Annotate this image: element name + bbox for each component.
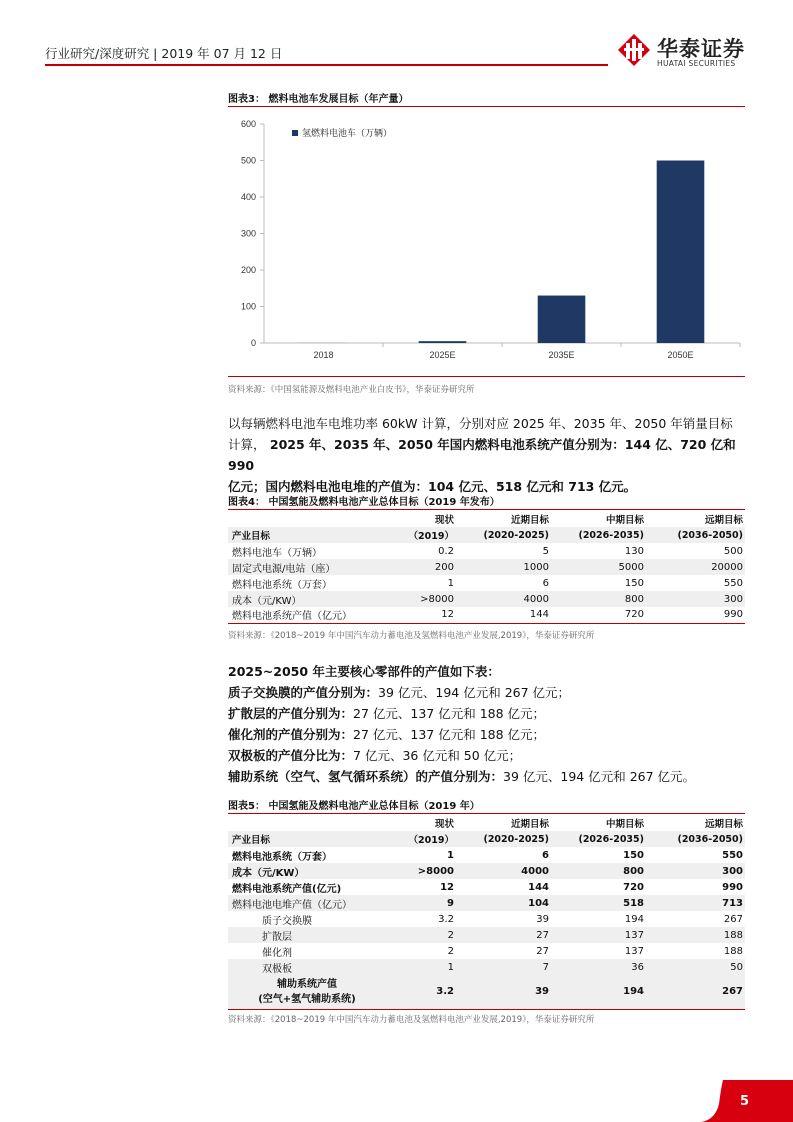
figure4-table: [228, 511, 745, 624]
paragraph-component-output: [228, 661, 748, 787]
table-header-cell: (2036-2050): [646, 831, 745, 847]
table-header-cell: 现状: [434, 515, 454, 526]
table-row: [228, 959, 745, 975]
table-header-row: [228, 527, 745, 543]
table-cell: 燃料电池系统产值（亿元）: [228, 607, 386, 623]
paragraph1-line3-bold: 亿元；国内燃料电池电堆的产值为：104 亿元、518 亿元和 713 亿元。: [228, 479, 637, 494]
table-row-auxiliary-system: [228, 975, 745, 1009]
component-output-item: [228, 703, 748, 724]
logo-chinese-name: 华泰证券: [657, 37, 745, 61]
table-cell: 7: [456, 959, 551, 975]
table-cell: 720: [623, 881, 644, 893]
table-cell: 1: [447, 577, 454, 589]
table-cell: 194: [624, 913, 644, 925]
table-cell: 990: [646, 607, 745, 623]
table-cell: 150: [623, 849, 644, 861]
table-cell: 144: [456, 607, 551, 623]
component-output-label: 双极板的产值分比为：: [228, 748, 354, 763]
table-header-cell: 产业目标: [228, 831, 386, 847]
table-row: [228, 575, 745, 591]
table-cell: 质子交换膜: [262, 915, 312, 927]
huatai-logo-icon: [617, 33, 651, 67]
y-tick-label: 400: [240, 192, 256, 202]
table-header-cell: (2020-2025): [456, 831, 551, 847]
table-header-cell: 远期目标: [704, 819, 743, 830]
table-cell: [228, 975, 386, 1009]
page-number: 5: [739, 1094, 749, 1109]
component-output-item: [228, 745, 748, 766]
table-cell: 催化剂: [262, 947, 292, 959]
table-cell: 300: [646, 591, 745, 607]
table-cell: 6: [542, 849, 549, 861]
table-header-cell: （2019）: [386, 527, 456, 543]
table-cell: 1000: [456, 559, 551, 575]
table-header-row: [228, 511, 745, 527]
table-header-cell: [228, 815, 386, 831]
table-cell: 燃料电池系统（万套）: [232, 579, 332, 591]
table-header-row: [228, 831, 745, 847]
auxiliary-label-line1: 辅助系统产值: [277, 978, 337, 990]
y-tick-label: 600: [240, 119, 256, 129]
component-output-value: 27 亿元、137 亿元和 188 亿元；: [353, 727, 546, 742]
paragraph1-line2: [228, 434, 748, 476]
table-cell: 39: [536, 913, 549, 925]
table-header-cell: (2020-2025): [456, 527, 551, 543]
component-output-value: 39 亿元、194 亿元和 267 亿元；: [378, 685, 571, 700]
y-tick-label: 500: [240, 155, 256, 166]
y-tick-label: 0: [250, 338, 256, 348]
component-output-label: 辅助系统（空气、氢气循环系统）的产值分别为：: [228, 769, 504, 784]
table-cell: 144: [528, 881, 549, 893]
component-output-label: 质子交换膜的产值分别为：: [228, 685, 379, 700]
table-cell: 9: [386, 895, 456, 911]
table-cell: 27: [536, 945, 549, 957]
table-cell: 27: [456, 927, 551, 943]
table-cell: 188: [646, 927, 745, 943]
table-header-row: [228, 815, 745, 831]
figure3-bar-chart: [228, 112, 745, 374]
table-cell: 300: [646, 863, 745, 879]
table-cell: 扩散层: [228, 927, 386, 943]
huatai-logo: [617, 33, 757, 69]
table-cell: 12: [386, 607, 456, 623]
table-cell: 燃料电池车（万辆）: [232, 547, 322, 559]
auxiliary-label-line2: (空气+氢气辅助系统): [258, 993, 356, 1005]
table-cell: 5: [542, 545, 549, 557]
table-row: [228, 879, 745, 895]
paragraph1-line1: 以每辆燃料电池车电堆功率 60kW 计算，分别对应 2025 年、2035 年、2050 年销量目标: [228, 416, 733, 431]
table-row: [228, 543, 745, 559]
table-cell: 518: [551, 895, 646, 911]
table-header-cell: 近期目标: [510, 515, 549, 526]
table-cell: 3.2: [438, 913, 454, 925]
table-cell: 150: [624, 577, 644, 589]
table-cell: 267: [723, 913, 743, 925]
paragraph2-title: 2025~2050 年主要核心零部件的产值如下表：: [228, 664, 500, 679]
component-output-label: 扩散层的产值分别为：: [228, 706, 354, 721]
table-header-cell: （2019）: [386, 831, 456, 847]
table-cell: 成本（元/KW）: [228, 863, 386, 879]
table-header-cell: 中期目标: [605, 515, 644, 526]
table-cell: 104: [456, 895, 551, 911]
component-output-item: [228, 724, 748, 745]
figure3-top-rule: [228, 106, 745, 107]
figure4-source: 资料来源：《2018~2019 年中国汽车动力蓄电池及氢燃料电池产业发展,2019》，华泰证券研究所: [228, 631, 595, 641]
table-cell: 550: [723, 577, 743, 589]
logo-english-name: HUATAI SECURITIES: [657, 59, 736, 68]
table-header-cell: (2026-2035): [551, 527, 646, 543]
x-tick-label: 2035E: [548, 350, 575, 360]
bar-2025E: [419, 341, 467, 343]
table-row: [228, 895, 745, 911]
y-tick-label: 200: [240, 265, 256, 275]
bar-2050E: [657, 161, 705, 344]
table-cell: 4000: [456, 863, 551, 879]
y-tick-label: 100: [240, 301, 256, 312]
bar-2035E: [538, 296, 586, 343]
table-cell: 130: [624, 545, 644, 557]
table-cell: 燃料电池系统产值(亿元): [232, 883, 342, 895]
table-cell: >8000: [386, 863, 456, 879]
table-row: [228, 847, 745, 863]
table-cell: 1: [386, 959, 456, 975]
figure5-top-rule: [228, 813, 745, 814]
component-output-item: [228, 682, 748, 703]
legend-swatch: [292, 130, 298, 136]
x-tick-label: 2018: [313, 350, 334, 360]
figure5-source: 资料来源：《2018~2019 年中国汽车动力蓄电池及氢燃料电池产业发展,2019》，华泰证券研究所: [228, 1015, 595, 1025]
table-cell: 20000: [646, 559, 745, 575]
table-cell: 12: [440, 881, 454, 893]
component-output-value: 27 亿元、137 亿元和 188 亿元；: [353, 706, 546, 721]
table-cell: 5000: [551, 559, 646, 575]
table-cell: 713: [646, 895, 745, 911]
table-cell: 燃料电池电堆产值（亿元）: [228, 895, 386, 911]
table-header-cell: (2026-2035): [551, 831, 646, 847]
y-tick-label: 300: [240, 228, 256, 239]
table-header-cell: (2036-2050): [646, 527, 745, 543]
table-cell: >8000: [386, 591, 456, 607]
figure4-title: 图表4： 中国氢能及燃料电池产业总体目标（2019 年发布）: [228, 497, 500, 508]
component-output-item: [228, 766, 748, 787]
table-cell: 800: [551, 591, 646, 607]
table-cell: 720: [551, 607, 646, 623]
table-row: [228, 559, 745, 575]
table-header-cell: 现状: [434, 819, 454, 830]
component-output-value: 7 亿元、36 亿元和 50 亿元；: [353, 748, 522, 763]
table-cell: 2: [386, 927, 456, 943]
table-cell: 39: [456, 975, 551, 1009]
table-cell: 500: [723, 545, 743, 557]
table-header-cell: 中期目标: [605, 819, 644, 830]
table-header-cell: [228, 511, 386, 527]
table-cell: 4000: [456, 591, 551, 607]
table-cell: 3.2: [386, 975, 456, 1009]
table-cell: 188: [723, 945, 743, 957]
header-divider: [45, 64, 608, 66]
table-cell: 0.2: [438, 545, 454, 557]
table-cell: 137: [551, 927, 646, 943]
paragraph1-line2-plain: 计算，: [228, 437, 266, 452]
component-output-value: 39 亿元、194 亿元和 267 亿元。: [503, 769, 696, 784]
table-cell: 800: [551, 863, 646, 879]
figure3-source: 资料来源：《中国氢能源及燃料电池产业白皮书》，华泰证券研究所: [228, 385, 475, 395]
table-cell: 550: [722, 849, 743, 861]
table-cell: 267: [646, 975, 745, 1009]
table-cell: 双极板: [228, 959, 386, 975]
table-row: [228, 927, 745, 943]
paragraph1-line2-bold: 2025 年、2035 年、2050 年国内燃料电池系统产值分别为：144 亿、720 亿和 990: [228, 437, 736, 473]
table-header-cell: 产业目标: [228, 527, 386, 543]
table-row: [228, 863, 745, 879]
figure3-title: 图表3： 燃料电池车发展目标（年产量）: [228, 94, 409, 105]
figure3-bottom-rule: [228, 376, 745, 377]
figure5-title: 图表5： 中国氢能及燃料电池产业总体目标（2019 年）: [228, 801, 480, 812]
table-cell: 固定式电源/电站（座）: [228, 559, 386, 575]
component-output-label: 催化剂的产值分别为：: [228, 727, 354, 742]
legend-label: 氢燃料电池车（万辆）: [302, 129, 393, 139]
table-row: [228, 911, 745, 927]
x-tick-label: 2050E: [667, 350, 694, 360]
table-row: [228, 591, 745, 607]
table-cell: 1: [447, 849, 454, 861]
table-header-cell: 远期目标: [704, 515, 743, 526]
figure5-table: [228, 815, 745, 1010]
x-tick-label: 2025E: [429, 350, 456, 360]
table-row: [228, 943, 745, 959]
report-header-text: 行业研究/深度研究 | 2019 年 07 月 12 日: [45, 46, 283, 61]
table-row: [228, 607, 745, 623]
table-cell: 194: [551, 975, 646, 1009]
table-cell: 6: [542, 577, 549, 589]
table-cell: 137: [624, 945, 644, 957]
paragraph-fuel-cell-output: [228, 413, 748, 497]
table-cell: 50: [646, 959, 745, 975]
table-cell: 成本（元/KW）: [228, 591, 386, 607]
table-header-cell: 近期目标: [510, 819, 549, 830]
table-cell: 36: [551, 959, 646, 975]
table-cell: 燃料电池系统（万套）: [232, 851, 332, 863]
table-cell: 200: [386, 559, 456, 575]
figure4-top-rule: [228, 509, 745, 510]
table-cell: 990: [722, 881, 743, 893]
table-cell: 2: [447, 945, 454, 957]
